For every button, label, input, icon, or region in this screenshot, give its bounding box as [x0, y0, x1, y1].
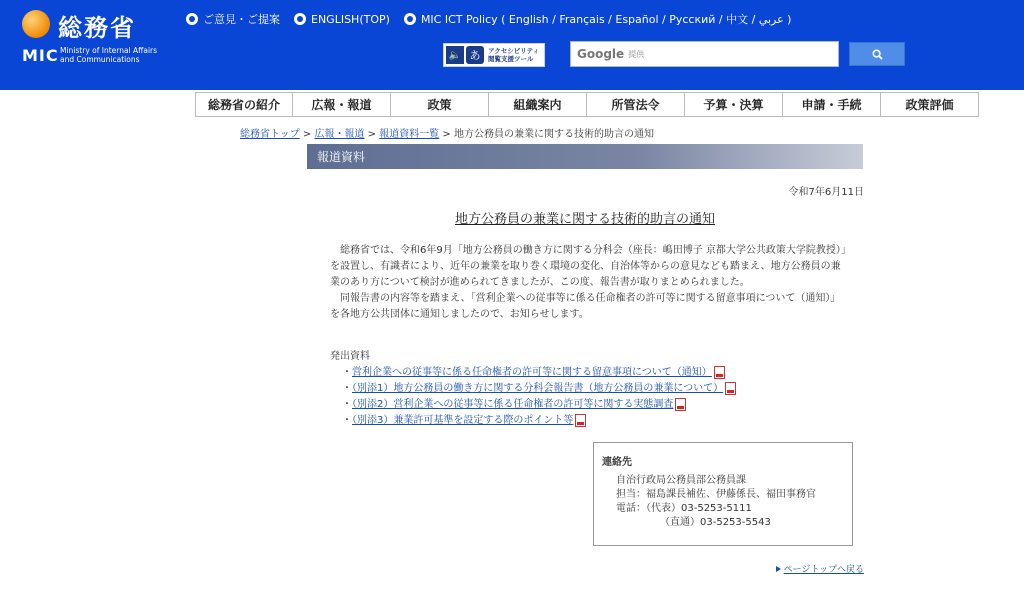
- breadcrumb: 総務省トップ > 広報・報道 > 報道資料一覧 > 地方公務員の兼業に関する技術的助言の通知: [240, 129, 654, 140]
- nav-policy[interactable]: 政策: [390, 93, 488, 116]
- bullet-circle-icon: [294, 13, 306, 25]
- search-provider-suffix: 提供: [628, 49, 645, 59]
- contact-staff: 担当：福島課長補佐、伊藤係長、福田事務官: [616, 489, 816, 500]
- nav-budget[interactable]: 予算・決算: [684, 93, 782, 116]
- site-header: [0, 0, 1024, 90]
- material-link-3[interactable]: （別添2）営利企業への従事等に係る任命権者の許可等に関する実態調査: [352, 399, 674, 410]
- breadcrumb-press-list[interactable]: 報道資料一覧: [379, 129, 440, 140]
- material-link-1[interactable]: 営利企業への従事等に係る任命権者の許可等に関する留意事項について（通知）: [352, 367, 712, 378]
- logo-name-jp: 総務省: [58, 14, 136, 42]
- body-paragraph-2: 同報告書の内容等を踏まえ、「営利企業への従事等に係る任命権者の許可等に関する留意事項について（通知）」を各地方公共団体に通知しましたので、お知らせします。: [330, 293, 841, 320]
- contact-department: 自治行政局公務員部公務員課: [616, 475, 746, 486]
- bullet-circle-icon: [404, 13, 416, 25]
- page-title: 地方公務員の兼業に関する技術的助言の通知: [454, 212, 715, 227]
- arrow-right-icon: [776, 566, 781, 572]
- list-item: ・営利企業への従事等に係る任命権者の許可等に関する留意事項について（通知）: [342, 365, 736, 381]
- bullet-circle-icon: [186, 13, 198, 25]
- publish-date: 令和7年6月11日: [788, 187, 864, 198]
- list-item: ・（別添3）兼業許可基準を設定する際のポイント等: [342, 413, 736, 429]
- search-input[interactable]: [570, 41, 839, 67]
- accessibility-tool-button[interactable]: [443, 43, 545, 67]
- breadcrumb-current: 地方公務員の兼業に関する技術的助言の通知: [454, 129, 654, 140]
- breadcrumb-top[interactable]: 総務省トップ: [240, 129, 300, 140]
- top-links: [186, 10, 805, 28]
- toplink-ict-policy[interactable]: MIC ICT Policy ( English / Français / Español / Русский / 中文 / عربي ): [404, 11, 792, 27]
- body-paragraph-1: 総務省では、令和6年9月「地方公務員の働き方に関する分科会（座長：嶋田博子 京都大学公共政策大学院教授）」を設置し、有識者により、近年の兼業を取り巻く環境の変化、自治体等からの意見なども踏まえ、地方公務員の兼業のあり方について検討が進められてきましたが、この度、報告書が取りまとめられました。: [330, 245, 846, 288]
- nav-about[interactable]: 総務省の紹介: [195, 93, 292, 116]
- contact-phone-direct: （直通）03-5253-5543: [660, 517, 771, 528]
- section-title: 報道資料: [307, 144, 863, 169]
- accessibility-label: アクセシビリティ 閲覧支援ツール: [488, 47, 540, 63]
- list-item: ・（別添2）営利企業への従事等に係る任命権者の許可等に関する実態調査: [342, 397, 736, 413]
- google-brand: Google: [577, 47, 625, 61]
- pdf-icon: [725, 382, 736, 395]
- logo-name-en: Ministry of Internal Affairs and Communications: [60, 46, 158, 64]
- body-text: [330, 243, 850, 323]
- nav-laws[interactable]: 所管法令: [586, 93, 684, 116]
- nav-organization[interactable]: 組織案内: [488, 93, 586, 116]
- toplink-opinion[interactable]: ご意見・ご提案: [186, 11, 280, 27]
- contact-box: [593, 442, 853, 546]
- list-item: ・（別添1）地方公務員の働き方に関する分科会報告書（地方公務員の兼業について）: [342, 381, 736, 397]
- speaker-icon: 🔈: [446, 46, 464, 64]
- contact-heading: 連絡先: [602, 457, 632, 468]
- hiragana-icon: あ: [466, 46, 484, 64]
- pdf-icon: [675, 398, 686, 411]
- mic-logo[interactable]: [20, 8, 180, 68]
- search-button[interactable]: [849, 42, 905, 66]
- toplink-english[interactable]: ENGLISH(TOP): [294, 13, 390, 26]
- materials-label: 発出資料: [330, 351, 370, 362]
- materials-section: [330, 347, 736, 429]
- nav-press[interactable]: 広報・報道: [292, 93, 390, 116]
- material-link-4[interactable]: （別添3）兼業許可基準を設定する際のポイント等: [352, 415, 574, 426]
- pdf-icon: [575, 414, 586, 427]
- materials-list: [330, 365, 736, 429]
- contact-phone-main: 電話：（代表）03-5253-5111: [616, 503, 752, 514]
- logo-orb-icon: [22, 10, 50, 38]
- nav-evaluation[interactable]: 政策評価: [880, 93, 979, 116]
- search-icon: [872, 49, 883, 60]
- pdf-icon: [714, 366, 725, 379]
- material-link-2[interactable]: （別添1）地方公務員の働き方に関する分科会報告書（地方公務員の兼業について）: [352, 383, 724, 394]
- nav-applications[interactable]: 申請・手続: [782, 93, 880, 116]
- logo-abbr: MIC: [22, 46, 59, 65]
- global-nav: [195, 92, 979, 117]
- breadcrumb-press[interactable]: 広報・報道: [314, 129, 365, 140]
- page-top-link[interactable]: ページトップへ戻る: [776, 562, 864, 575]
